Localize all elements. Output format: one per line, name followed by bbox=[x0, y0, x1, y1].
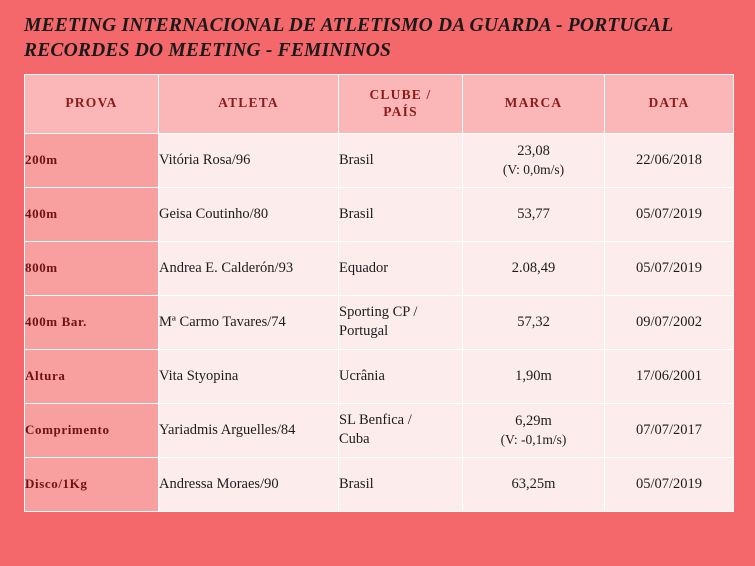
column-header-marca-line-1: MARCA bbox=[504, 95, 563, 111]
table-row bbox=[25, 295, 734, 349]
cell-atleta: Yariadmis Arguelles/84 bbox=[159, 403, 339, 457]
cell-data: 17/06/2001 bbox=[605, 349, 734, 403]
column-header-atleta bbox=[159, 74, 339, 133]
column-header-prova-line-1: PROVA bbox=[65, 95, 118, 111]
cell-data: 05/07/2019 bbox=[605, 457, 734, 511]
cell-clube-line-1: Sporting CP / bbox=[339, 304, 418, 321]
cell-clube bbox=[339, 187, 463, 241]
column-header-clube-line-1: CLUBE / bbox=[369, 87, 432, 103]
cell-clube-line-1: Brasil bbox=[339, 205, 374, 222]
cell-prova: Comprimento bbox=[25, 403, 159, 457]
records-table bbox=[24, 74, 734, 512]
cell-marca-line-1: 1,90m bbox=[515, 367, 552, 384]
cell-prova: 200m bbox=[25, 133, 159, 187]
table-body bbox=[25, 133, 734, 511]
column-header-marca bbox=[463, 74, 605, 133]
table-header-row bbox=[25, 74, 734, 133]
table-row bbox=[25, 403, 734, 457]
column-header-data bbox=[605, 74, 734, 133]
cell-atleta: Geisa Coutinho/80 bbox=[159, 187, 339, 241]
cell-clube-line-2: Portugal bbox=[339, 323, 389, 340]
cell-clube bbox=[339, 403, 463, 457]
cell-marca-line-1: 23,08 bbox=[517, 142, 550, 159]
cell-prova: Altura bbox=[25, 349, 159, 403]
cell-marca bbox=[463, 403, 605, 457]
cell-clube-line-1: SL Benfica / bbox=[339, 412, 412, 429]
cell-atleta: Vita Styopina bbox=[159, 349, 339, 403]
page-title bbox=[24, 14, 733, 64]
table-header bbox=[25, 74, 734, 133]
cell-marca-line-1: 2.08,49 bbox=[511, 259, 556, 276]
table-row bbox=[25, 349, 734, 403]
cell-clube-line-1: Ucrânia bbox=[339, 367, 385, 384]
cell-atleta: Mª Carmo Tavares/74 bbox=[159, 295, 339, 349]
column-header-clube-pais bbox=[339, 74, 463, 133]
table-row bbox=[25, 187, 734, 241]
cell-marca-wind: (V: 0,0m/s) bbox=[502, 162, 565, 178]
cell-data: 22/06/2018 bbox=[605, 133, 734, 187]
cell-atleta: Andrea E. Calderón/93 bbox=[159, 241, 339, 295]
table-row bbox=[25, 241, 734, 295]
cell-clube-line-2: Cuba bbox=[339, 431, 370, 448]
cell-clube-line-1: Equador bbox=[339, 259, 389, 276]
column-header-data-line-1: DATA bbox=[648, 95, 690, 111]
cell-data: 05/07/2019 bbox=[605, 241, 734, 295]
cell-marca bbox=[463, 457, 605, 511]
cell-clube-line-1: Brasil bbox=[339, 475, 374, 492]
cell-data: 05/07/2019 bbox=[605, 187, 734, 241]
cell-marca-line-1: 53,77 bbox=[517, 205, 550, 222]
cell-marca bbox=[463, 133, 605, 187]
cell-marca bbox=[463, 349, 605, 403]
cell-marca-line-1: 63,25m bbox=[511, 475, 556, 492]
cell-clube bbox=[339, 457, 463, 511]
table-row bbox=[25, 457, 734, 511]
cell-prova: 400m bbox=[25, 187, 159, 241]
cell-marca bbox=[463, 241, 605, 295]
cell-clube bbox=[339, 349, 463, 403]
cell-marca bbox=[463, 295, 605, 349]
table-row bbox=[25, 133, 734, 187]
cell-clube bbox=[339, 295, 463, 349]
cell-prova: Disco/1Kg bbox=[25, 457, 159, 511]
cell-data: 07/07/2017 bbox=[605, 403, 734, 457]
page-title-line-1: MEETING INTERNACIONAL DE ATLETISMO DA GUARDA - PORTUGAL bbox=[24, 15, 674, 36]
cell-marca-wind: (V: -0,1m/s) bbox=[500, 432, 567, 448]
column-header-atleta-line-1: ATLETA bbox=[218, 95, 279, 111]
column-header-clube-line-2: PAÍS bbox=[383, 103, 418, 119]
cell-marca-line-1: 57,32 bbox=[517, 313, 550, 330]
cell-prova: 800m bbox=[25, 241, 159, 295]
cell-marca-line-1: 6,29m bbox=[515, 412, 552, 429]
cell-atleta: Andressa Moraes/90 bbox=[159, 457, 339, 511]
cell-clube bbox=[339, 133, 463, 187]
cell-marca bbox=[463, 187, 605, 241]
cell-clube bbox=[339, 241, 463, 295]
column-header-prova bbox=[25, 74, 159, 133]
cell-prova: 400m Bar. bbox=[25, 295, 159, 349]
cell-clube-line-1: Brasil bbox=[339, 151, 374, 168]
cell-data: 09/07/2002 bbox=[605, 295, 734, 349]
cell-atleta: Vitória Rosa/96 bbox=[159, 133, 339, 187]
page-title-line-2: RECORDES DO MEETING - FEMININOS bbox=[24, 39, 392, 61]
